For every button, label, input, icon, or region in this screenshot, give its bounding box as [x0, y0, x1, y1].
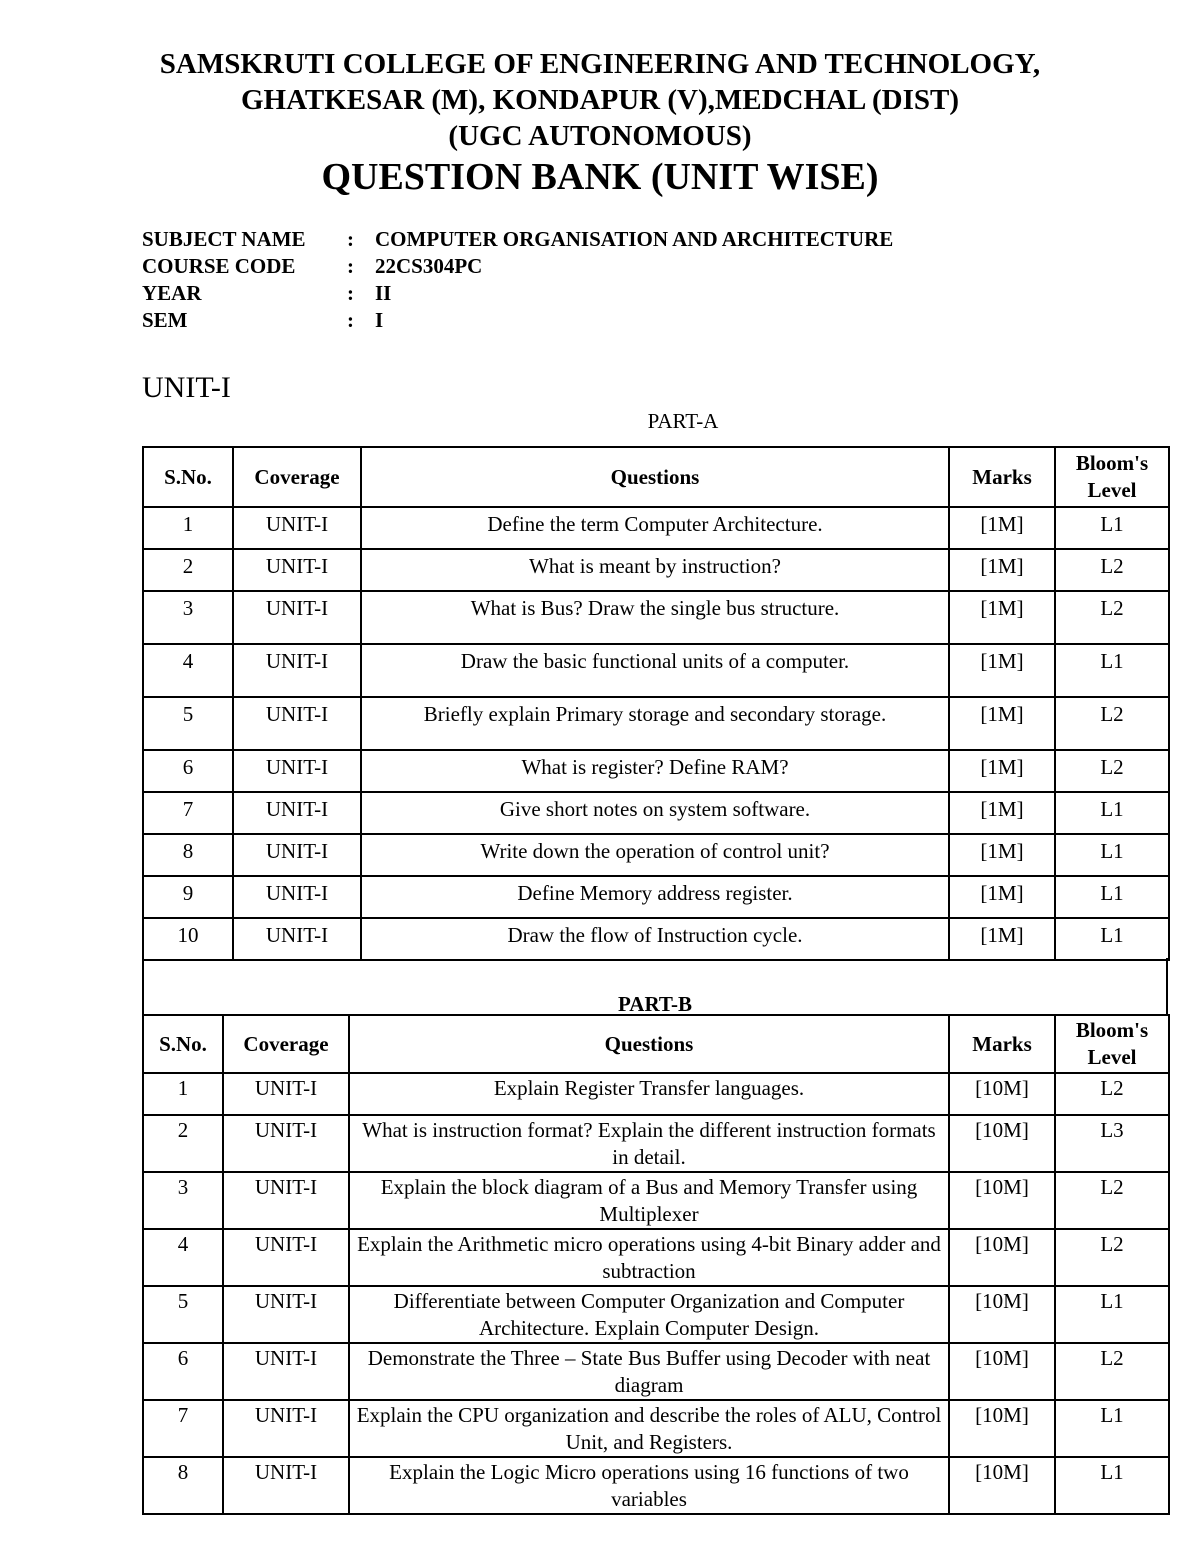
- cell-bloom-level: L2: [1055, 1073, 1169, 1115]
- cell-marks: [1M]: [949, 750, 1055, 792]
- col-header-bloom-level: Bloom's Level: [1055, 447, 1169, 507]
- cell-coverage: UNIT-I: [223, 1457, 349, 1514]
- cell-sno: 9: [143, 876, 233, 918]
- cell-question: What is Bus? Draw the single bus structure.: [361, 591, 949, 644]
- cell-bloom-level: L2: [1055, 549, 1169, 591]
- cell-marks: [10M]: [949, 1229, 1055, 1286]
- cell-question: Define Memory address register.: [361, 876, 949, 918]
- cell-sno: 6: [143, 750, 233, 792]
- cell-question: Explain Register Transfer languages.: [349, 1073, 949, 1115]
- cell-question: Define the term Computer Architecture.: [361, 507, 949, 549]
- table-row: [143, 644, 1169, 697]
- cell-sno: 3: [143, 1172, 223, 1229]
- cell-marks: [10M]: [949, 1400, 1055, 1457]
- table-row: [143, 1457, 1169, 1514]
- part-b-table: [142, 1014, 1168, 1515]
- meta-label: YEAR: [142, 281, 202, 305]
- cell-bloom-level: L1: [1055, 918, 1169, 960]
- cell-marks: [10M]: [949, 1172, 1055, 1229]
- table-header-row: [143, 1015, 1169, 1073]
- table-row: [143, 834, 1169, 876]
- cell-bloom-level: L2: [1055, 697, 1169, 750]
- meta-colon: :: [347, 281, 354, 305]
- cell-bloom-level: L1: [1055, 876, 1169, 918]
- cell-coverage: UNIT-I: [233, 834, 361, 876]
- cell-coverage: UNIT-I: [233, 549, 361, 591]
- cell-question: What is register? Define RAM?: [361, 750, 949, 792]
- cell-coverage: UNIT-I: [223, 1400, 349, 1457]
- college-name-line: SAMSKRUTI COLLEGE OF ENGINEERING AND TECHNOLOGY,: [159, 48, 1041, 80]
- cell-sno: 2: [143, 549, 233, 591]
- table-row: [143, 697, 1169, 750]
- cell-marks: [1M]: [949, 507, 1055, 549]
- cell-question: Explain the CPU organization and describe the roles of ALU, Control Unit, and Registers.: [349, 1400, 949, 1457]
- cell-coverage: UNIT-I: [233, 644, 361, 697]
- table-row: [143, 549, 1169, 591]
- cell-marks: [10M]: [949, 1115, 1055, 1172]
- cell-bloom-level: L1: [1055, 1457, 1169, 1514]
- cell-sno: 7: [143, 1400, 223, 1457]
- col-header-marks: Marks: [949, 1015, 1055, 1073]
- cell-question: What is instruction format? Explain the different instruction formats in detail.: [349, 1115, 949, 1172]
- table-row: [143, 1172, 1169, 1229]
- col-header-questions: Questions: [349, 1015, 949, 1073]
- table-row: [143, 1229, 1169, 1286]
- cell-sno: 5: [143, 1286, 223, 1343]
- cell-coverage: UNIT-I: [233, 792, 361, 834]
- cell-bloom-level: L1: [1055, 644, 1169, 697]
- cell-bloom-level: L1: [1055, 792, 1169, 834]
- part-a-heading: PART-A: [647, 409, 719, 433]
- meta-label: SUBJECT NAME: [142, 227, 306, 251]
- cell-question: Differentiate between Computer Organization and Computer Architecture. Explain Computer Design.: [349, 1286, 949, 1343]
- cell-question: What is meant by instruction?: [361, 549, 949, 591]
- cell-sno: 4: [143, 1229, 223, 1286]
- table-row: [143, 1073, 1169, 1115]
- col-header-marks: Marks: [949, 447, 1055, 507]
- part-b-heading: PART-B: [618, 992, 692, 1016]
- col-header-sno: S.No.: [143, 447, 233, 507]
- cell-bloom-level: L3: [1055, 1115, 1169, 1172]
- cell-marks: [10M]: [949, 1457, 1055, 1514]
- cell-bloom-level: L2: [1055, 750, 1169, 792]
- cell-marks: [1M]: [949, 792, 1055, 834]
- table-row: [143, 750, 1169, 792]
- meta-label: COURSE CODE: [142, 254, 296, 278]
- meta-value: I: [375, 308, 384, 332]
- table-row: [143, 591, 1169, 644]
- cell-marks: [1M]: [949, 591, 1055, 644]
- cell-sno: 6: [143, 1343, 223, 1400]
- document-title: QUESTION BANK (UNIT WISE): [321, 156, 879, 198]
- cell-sno: 5: [143, 697, 233, 750]
- cell-bloom-level: L2: [1055, 1229, 1169, 1286]
- cell-marks: [10M]: [949, 1343, 1055, 1400]
- cell-bloom-level: L1: [1055, 507, 1169, 549]
- cell-coverage: UNIT-I: [223, 1286, 349, 1343]
- cell-sno: 8: [143, 834, 233, 876]
- cell-sno: 3: [143, 591, 233, 644]
- cell-bloom-level: L2: [1055, 1343, 1169, 1400]
- cell-question: Demonstrate the Three – State Bus Buffer using Decoder with neat diagram: [349, 1343, 949, 1400]
- cell-question: Explain the Logic Micro operations using 16 functions of two variables: [349, 1457, 949, 1514]
- col-header-bloom-level: Bloom's Level: [1055, 1015, 1169, 1073]
- meta-row-course-code: [142, 253, 893, 280]
- cell-marks: [1M]: [949, 876, 1055, 918]
- table-row: [143, 1115, 1169, 1172]
- college-address-line: GHATKESAR (M), KONDAPUR (V),MEDCHAL (DIST): [240, 84, 959, 116]
- cell-coverage: UNIT-I: [233, 697, 361, 750]
- col-header-coverage: Coverage: [223, 1015, 349, 1073]
- cell-coverage: UNIT-I: [223, 1115, 349, 1172]
- cell-coverage: UNIT-I: [233, 750, 361, 792]
- unit-heading: UNIT-I: [142, 371, 231, 404]
- table-row: [143, 918, 1169, 960]
- meta-value: COMPUTER ORGANISATION AND ARCHITECTURE: [375, 227, 894, 251]
- cell-bloom-level: L1: [1055, 1400, 1169, 1457]
- cell-coverage: UNIT-I: [223, 1172, 349, 1229]
- cell-marks: [1M]: [949, 918, 1055, 960]
- cell-coverage: UNIT-I: [223, 1229, 349, 1286]
- cell-marks: [1M]: [949, 834, 1055, 876]
- cell-sno: 10: [143, 918, 233, 960]
- col-header-questions: Questions: [361, 447, 949, 507]
- subject-details: [142, 226, 893, 334]
- table-row: [143, 792, 1169, 834]
- part-a-table: [142, 446, 1168, 961]
- cell-sno: 1: [143, 507, 233, 549]
- meta-row-subject: [142, 226, 893, 253]
- cell-marks: [1M]: [949, 697, 1055, 750]
- cell-sno: 8: [143, 1457, 223, 1514]
- cell-question: Give short notes on system software.: [361, 792, 949, 834]
- cell-coverage: UNIT-I: [223, 1073, 349, 1115]
- col-header-coverage: Coverage: [233, 447, 361, 507]
- table-row: [143, 1286, 1169, 1343]
- cell-question: Draw the flow of Instruction cycle.: [361, 918, 949, 960]
- cell-sno: 1: [143, 1073, 223, 1115]
- cell-question: Explain the Arithmetic micro operations using 4-bit Binary adder and subtraction: [349, 1229, 949, 1286]
- cell-bloom-level: L1: [1055, 834, 1169, 876]
- meta-value: 22CS304PC: [375, 254, 483, 278]
- cell-question: Draw the basic functional units of a computer.: [361, 644, 949, 697]
- cell-sno: 7: [143, 792, 233, 834]
- cell-marks: [10M]: [949, 1073, 1055, 1115]
- table-row: [143, 876, 1169, 918]
- cell-bloom-level: L1: [1055, 1286, 1169, 1343]
- cell-coverage: UNIT-I: [233, 876, 361, 918]
- col-header-sno: S.No.: [143, 1015, 223, 1073]
- cell-marks: [1M]: [949, 549, 1055, 591]
- cell-bloom-level: L2: [1055, 591, 1169, 644]
- meta-value: II: [375, 281, 392, 305]
- cell-question: Explain the block diagram of a Bus and Memory Transfer using Multiplexer: [349, 1172, 949, 1229]
- cell-coverage: UNIT-I: [223, 1343, 349, 1400]
- meta-colon: :: [347, 308, 354, 332]
- cell-sno: 2: [143, 1115, 223, 1172]
- meta-label: SEM: [142, 308, 188, 332]
- cell-marks: [1M]: [949, 644, 1055, 697]
- table-header-row: [143, 447, 1169, 507]
- cell-bloom-level: L2: [1055, 1172, 1169, 1229]
- cell-question: Briefly explain Primary storage and secondary storage.: [361, 697, 949, 750]
- table-row: [143, 507, 1169, 549]
- table-row: [143, 1343, 1169, 1400]
- cell-sno: 4: [143, 644, 233, 697]
- cell-coverage: UNIT-I: [233, 507, 361, 549]
- cell-coverage: UNIT-I: [233, 591, 361, 644]
- table-row: [143, 1400, 1169, 1457]
- meta-colon: :: [347, 227, 354, 251]
- meta-colon: :: [347, 254, 354, 278]
- meta-row-year: [142, 280, 893, 307]
- cell-coverage: UNIT-I: [233, 918, 361, 960]
- cell-question: Write down the operation of control unit?: [361, 834, 949, 876]
- autonomous-line: (UGC AUTONOMOUS): [448, 120, 752, 152]
- cell-marks: [10M]: [949, 1286, 1055, 1343]
- meta-row-sem: [142, 307, 893, 334]
